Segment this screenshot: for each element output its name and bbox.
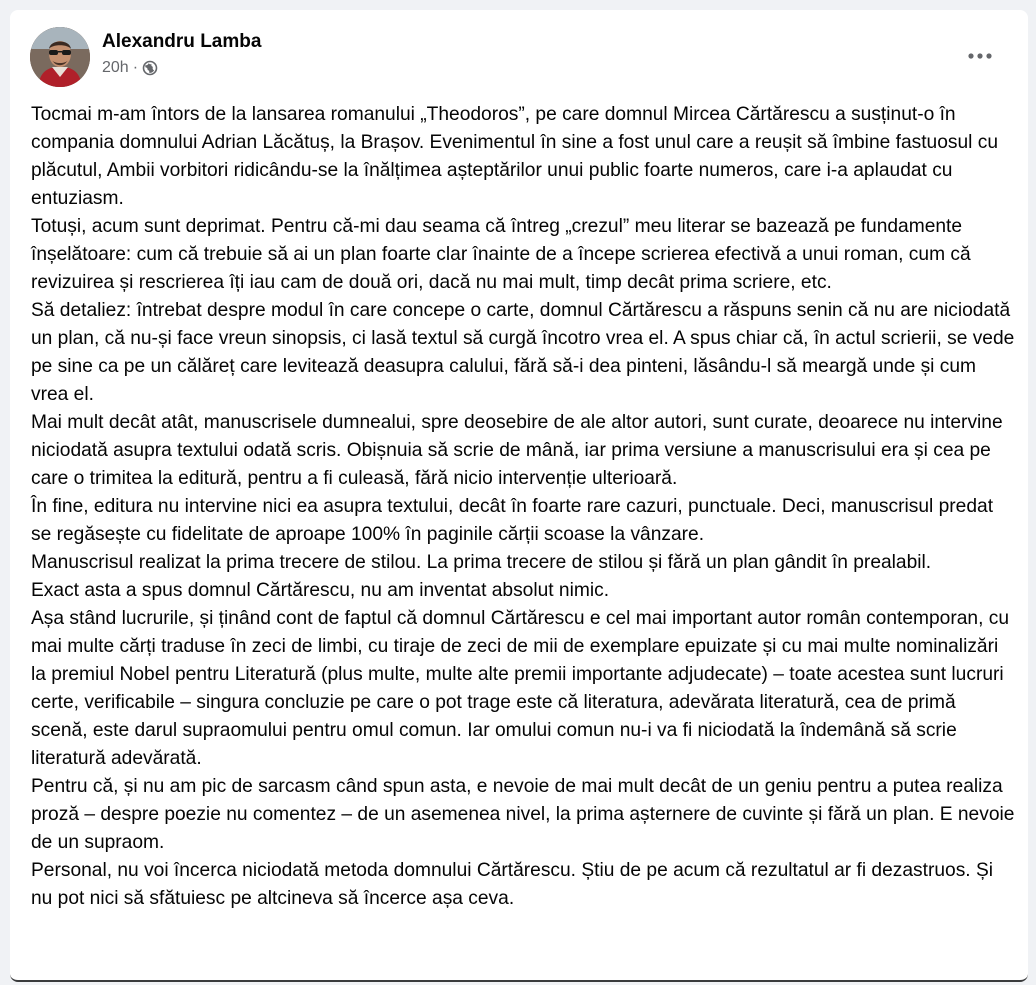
post-timestamp[interactable]: 20h — [102, 59, 129, 76]
more-horizontal-icon — [968, 52, 992, 60]
more-options-button[interactable] — [962, 38, 998, 74]
post-paragraph: Tocmai m-am întors de la lansarea romanului „Theodoros”, pe care domnul Mircea Cărtărescu a susținut-o în compania domnului Adrian Lăcătuș, la Brașov. Evenimentul în sine a fost unul care a reușit să îmbine fastuosul cu plăcutul, Ambii vorbitori ridicându-se la înălțimea așteptărilor unui public foarte numeros, care i-a aplaudat cu entuziasm. — [31, 104, 999, 209]
post-text — [31, 101, 1016, 913]
post-paragraph: În fine, editura nu intervine nici ea asupra textului, decât în foarte rare cazuri, punctuale. Deci, manuscrisul predat se regăsește cu fidelitate de aproape 100% în paginile cărții scoase la vânzare. — [31, 496, 994, 545]
post-paragraph: Personal, nu voi încerca niciodată metoda domnului Cărtărescu. Știu de pe acum că rezultatul ar fi dezastruos. Și nu pot nici să sfătuiesc pe altcineva să încerce așa ceva. — [31, 860, 994, 909]
post-paragraph: Mai mult decât atât, manuscrisele dumnealui, spre deosebire de ale altor autori, sunt curate, deoarece nu intervine niciodată asupra textului odată scris. Obișnuia să scrie de mână, iar prima versiune a manuscrisului era și cea pe care o trimitea la editură, pentru a fi culeasă, fără nicio intervenție ulterioară. — [31, 412, 1003, 489]
post-paragraph: Manuscrisul realizat la prima trecere de stilou. La prima trecere de stilou și fără un plan gândit în prealabil. — [31, 552, 932, 573]
author-avatar[interactable] — [30, 27, 90, 87]
post-paragraph: Așa stând lucrurile, și ținând cont de faptul că domnul Cărtărescu e cel mai important autor român contemporan, cu mai multe cărți traduse în zeci de limbi, cu tiraje de zeci de mii de exemplare epuizate și cu mai multe nominalizări la premiul Nobel pentru Literatură (plus multe, multe alte premii importante adjudecate) – toate acestea sunt lucruri certe, verificabile – singura concluzie pe care o pot trage este că literatura, adevărata literatură, cea de primă scenă, este darul supraomului pentru omul comun. Iar omului comun nu-i va fi niciodată la îndemână să scrie literatură adevărată. — [31, 608, 1009, 769]
author-name[interactable]: Alexandru Lamba — [102, 31, 262, 52]
avatar-image — [30, 27, 90, 87]
post-meta — [102, 57, 158, 79]
post-paragraph: Totuși, acum sunt deprimat. Pentru că-mi dau seama că întreg „crezul” meu literar se bazează pe fundamente înșelătoare: cum că trebuie să ai un plan foarte clar înainte de a începe scrierea efectivă a unui roman, cum că revizuirea și rescrierea îți iau cam de două ori, dacă nu mai mult, timp decât prima scriere, etc. — [31, 216, 971, 293]
post-paragraph: Pentru că, și nu am pic de sarcasm când spun asta, e nevoie de mai mult decât de un geniu pentru a putea realiza proză – despre poezie nu comentez – de un asemenea nivel, la prima așternere de cuvinte și fără un plan. E nevoie de un supraom. — [31, 776, 1015, 853]
post-header — [10, 10, 1028, 100]
globe-icon[interactable] — [142, 60, 158, 76]
post-paragraph: Exact asta a spus domnul Cărtărescu, nu am inventat absolut nimic. — [31, 580, 610, 601]
meta-separator: · — [132, 59, 139, 76]
post-card — [10, 10, 1028, 982]
post-paragraph: Să detaliez: întrebat despre modul în care concepe o carte, domnul Cărtărescu a răspuns senin că nu are niciodată un plan, că nu-și face vreun sinopsis, ci lasă textul să curgă încotro vrea el. A spus chiar că, în actul scrierii, se vede pe sine ca pe un călăreț care levitează deasupra calului, fără să-i dea pinteni, lăsându-l să meargă unde și cum vrea el. — [31, 300, 1015, 405]
